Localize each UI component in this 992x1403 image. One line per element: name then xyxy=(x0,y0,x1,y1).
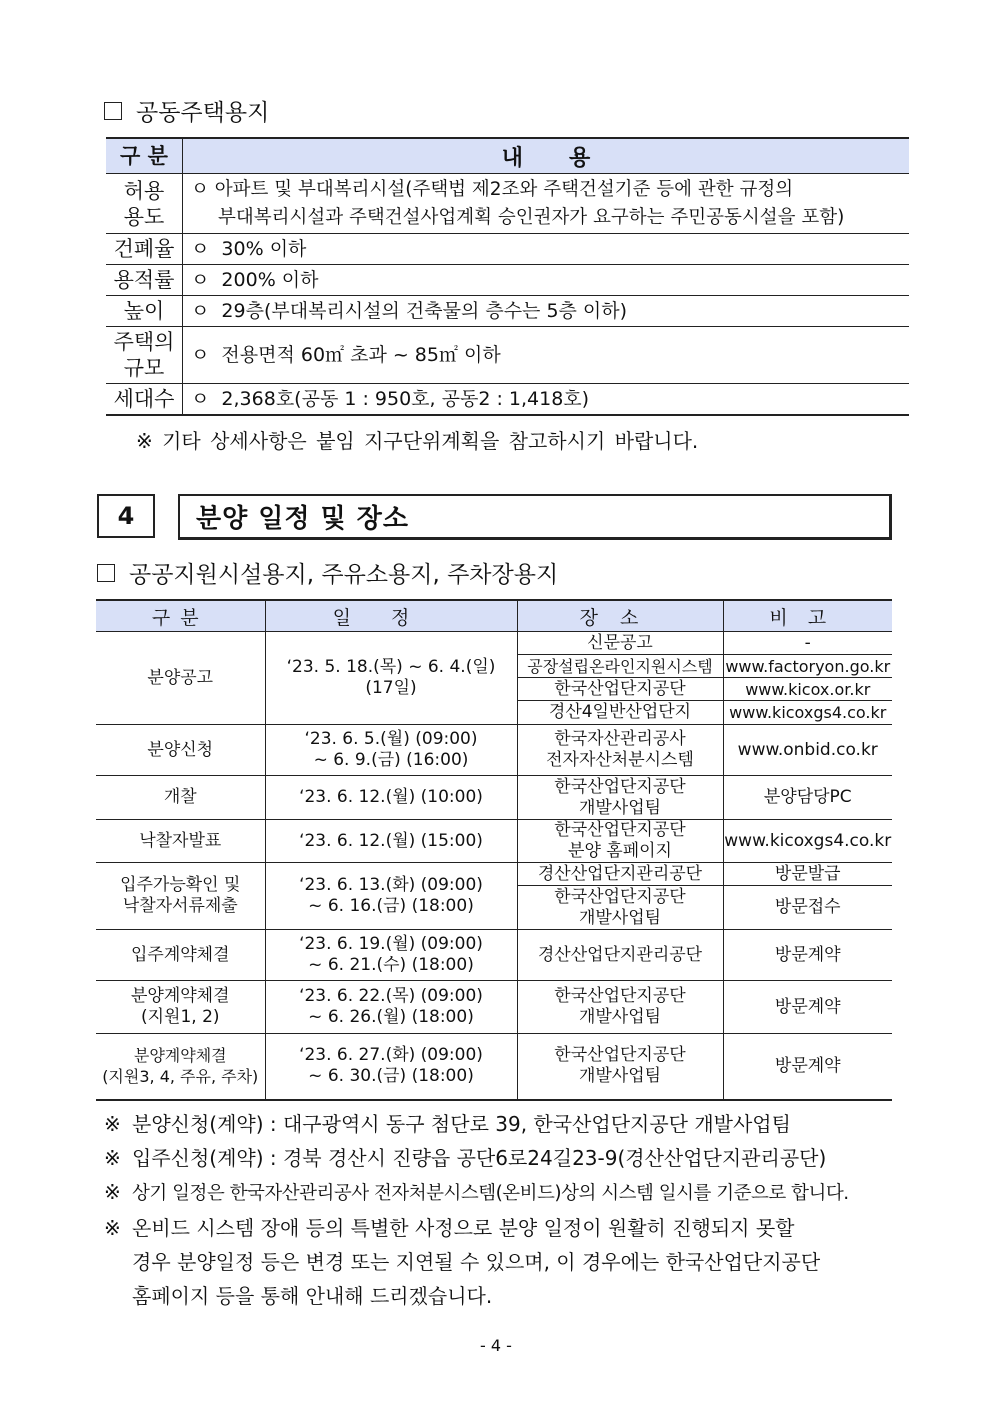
schedule-heading-text: 공공지원시설용지, 주유소용지, 주차장용지 xyxy=(129,562,559,588)
row-label: 높이 xyxy=(106,296,183,327)
item-cell: 입주계약체결 xyxy=(96,930,265,981)
date-cell: ‘23. 6. 12.(월) (15:00) xyxy=(265,820,517,863)
row-content: ㅇ 전용면적 60㎡ 초과 ~ 85㎡ 이하 xyxy=(183,327,910,384)
header-content: 내 용 xyxy=(183,138,910,174)
remark-link[interactable]: www.onbid.co.kr xyxy=(723,725,892,776)
date-line: (17일) xyxy=(365,678,417,698)
item-cell: 개찰 xyxy=(96,776,265,820)
header-category: 구 분 xyxy=(106,138,183,174)
table-row xyxy=(96,981,892,1034)
place-line: 분양 홈페이지 xyxy=(568,841,672,861)
date-cell xyxy=(265,1034,517,1100)
table-row xyxy=(96,632,892,655)
note-marker: ※ xyxy=(104,1216,121,1240)
table-row xyxy=(106,384,909,415)
row-content: ㅇ 200% 이하 xyxy=(183,265,910,296)
place-cell: 한국산업단지공단 xyxy=(517,678,723,701)
note-marker: ※ xyxy=(104,1146,121,1170)
table-row xyxy=(106,327,909,384)
place-line: 한국산업단지공단 xyxy=(554,820,686,840)
remark-cell: 방문계약 xyxy=(723,930,892,981)
table-header-row xyxy=(96,600,892,632)
place-cell: 신문공고 xyxy=(517,632,723,655)
note-text: 입주신청(계약) : 경북 경산시 진량읍 공단6로24길23-9(경산산업단지관리공단) xyxy=(132,1146,827,1170)
item-cell: 분양신청 xyxy=(96,725,265,776)
content-line: 부대복리시설과 주택건설사업계획 승인권자가 요구하는 주민공동시설을 포함) xyxy=(218,206,845,228)
item-cell xyxy=(96,981,265,1034)
page-number: - 4 - xyxy=(480,1336,512,1355)
table-row xyxy=(106,174,909,234)
table-row xyxy=(96,863,892,886)
item-line: (지원1, 2) xyxy=(140,1007,220,1027)
place-line: 개발사업팀 xyxy=(578,1066,662,1087)
date-line: ‘23. 6. 13.(화) (09:00) xyxy=(299,875,483,895)
section-title: 분양 일정 및 장소 xyxy=(178,494,892,540)
item-cell: 낙찰자발표 xyxy=(96,820,265,863)
table-header-row xyxy=(106,138,909,174)
note-marker: ※ xyxy=(104,1180,121,1204)
row-label: 용적률 xyxy=(106,265,183,296)
note-marker: ※ xyxy=(104,1112,121,1136)
item-cell xyxy=(96,1034,265,1100)
place-cell xyxy=(517,886,723,930)
remark-link[interactable]: www.factoryon.go.kr xyxy=(723,655,892,678)
note-line xyxy=(104,1107,849,1141)
item-cell: 분양공고 xyxy=(96,632,265,725)
place-cell xyxy=(517,1034,723,1100)
header-schedule: 일정 xyxy=(265,600,517,632)
note-text: 분양신청(계약) : 대구광역시 동구 첨단로 39, 한국산업단지공단 개발사업팀 xyxy=(132,1112,791,1136)
place-cell: 경산산업단지관리공단 xyxy=(517,863,723,886)
table-row xyxy=(96,820,892,863)
note-text: 온비드 시스템 장애 등의 특별한 사정으로 분양 일정이 원활히 진행되지 못할 xyxy=(132,1216,795,1240)
row-label: 건폐율 xyxy=(106,234,183,265)
checkbox-icon xyxy=(97,564,115,582)
content-line: ㅇ 아파트 및 부대복리시설(주택법 제2조와 주택건설기준 등에 관한 규정의 xyxy=(191,178,794,200)
item-cell xyxy=(96,863,265,930)
table-row xyxy=(106,265,909,296)
row-content xyxy=(183,174,910,234)
row-content: ㅇ 30% 이하 xyxy=(183,234,910,265)
item-line: 분양계약체결 xyxy=(130,986,230,1006)
place-cell: 공장설립온라인지원시스템 xyxy=(517,655,723,678)
date-cell xyxy=(265,930,517,981)
item-line: (지원3, 4, 주유, 주차) xyxy=(102,1067,259,1087)
remark-cell: 방문접수 xyxy=(723,886,892,930)
date-line: ‘23. 6. 22.(목) (09:00) xyxy=(299,986,483,1006)
date-cell xyxy=(265,863,517,930)
date-line: ~ 6. 9.(금) (16:00) xyxy=(313,750,469,770)
place-line: 한국자산관리공사 xyxy=(554,729,686,749)
remark-cell: 방문발급 xyxy=(723,863,892,886)
place-line: 한국산업단지공단 xyxy=(554,886,686,907)
remark-link[interactable]: www.kicox.or.kr xyxy=(723,678,892,701)
schedule-heading xyxy=(97,556,558,589)
housing-heading xyxy=(104,94,269,127)
checkbox-icon xyxy=(104,102,122,120)
place-line: 한국산업단지공단 xyxy=(554,1045,686,1066)
remark-link[interactable]: www.kicoxgs4.co.kr xyxy=(723,701,892,725)
housing-note: ※ 기타 상세사항은 붙임 지구단위계획을 참고하시기 바랍니다. xyxy=(136,429,699,453)
header-place: 장소 xyxy=(517,600,723,632)
remark-cell: 방문계약 xyxy=(723,981,892,1034)
notes-block xyxy=(104,1107,849,1313)
place-line: 개발사업팀 xyxy=(578,797,662,818)
date-cell xyxy=(265,632,517,725)
item-line: 분양계약체결 xyxy=(133,1046,227,1066)
remark-link[interactable]: www.kicoxgs4.co.kr xyxy=(723,820,892,863)
date-cell xyxy=(265,725,517,776)
place-cell: 경산4일반산업단지 xyxy=(517,701,723,725)
place-line: 한국산업단지공단 xyxy=(554,986,686,1006)
place-line: 개발사업팀 xyxy=(578,907,662,928)
date-line: ~ 6. 30.(금) (18:00) xyxy=(308,1066,474,1087)
date-line: ~ 6. 26.(월) (18:00) xyxy=(308,1007,474,1027)
place-line: 한국산업단지공단 xyxy=(554,776,686,797)
date-line: ‘23. 6. 5.(월) (09:00) xyxy=(304,729,478,749)
place-cell xyxy=(517,981,723,1034)
header-remark: 비고 xyxy=(723,600,892,632)
housing-heading-text: 공동주택용지 xyxy=(136,100,270,126)
table-row xyxy=(96,776,892,820)
place-cell xyxy=(517,820,723,863)
date-cell: ‘23. 6. 12.(월) (10:00) xyxy=(265,776,517,820)
label-line: 규모 xyxy=(123,356,165,380)
place-line: 전자자산처분시스템 xyxy=(546,750,694,770)
row-label: 세대수 xyxy=(106,384,183,415)
date-line: ‘23. 5. 18.(목) ~ 6. 4.(일) xyxy=(286,657,496,677)
row-label xyxy=(106,327,183,384)
note-line xyxy=(104,1211,849,1245)
label-line: 주택의 xyxy=(113,330,175,354)
note-text: 상기 일정은 한국자산관리공사 전자처분시스템(온비드)상의 시스템 일시를 기준으로 합니다. xyxy=(132,1183,849,1204)
item-line: 낙찰자서류제출 xyxy=(122,896,238,916)
section-number: 4 xyxy=(97,494,155,538)
date-line: ‘23. 6. 27.(화) (09:00) xyxy=(299,1045,483,1066)
label-line: 용도 xyxy=(123,204,165,229)
housing-table xyxy=(106,137,909,416)
schedule-table xyxy=(96,599,892,1101)
date-line: ~ 6. 16.(금) (18:00) xyxy=(308,896,474,916)
date-cell xyxy=(265,981,517,1034)
remark-cell: 방문계약 xyxy=(723,1034,892,1100)
remark-cell: 분양담당PC xyxy=(723,776,892,820)
place-line: 개발사업팀 xyxy=(578,1007,662,1027)
remark-cell: - xyxy=(723,632,892,655)
row-content: ㅇ 29층(부대복리시설의 건축물의 층수는 5층 이하) xyxy=(183,296,910,327)
table-row xyxy=(96,930,892,981)
note-continuation: 홈페이지 등을 통해 안내해 드리겠습니다. xyxy=(132,1284,493,1308)
row-label xyxy=(106,174,183,234)
label-line: 허용 xyxy=(123,178,165,203)
note-line xyxy=(104,1141,849,1175)
table-row xyxy=(106,234,909,265)
row-content: ㅇ 2,368호(공동 1 : 950호, 공동2 : 1,418호) xyxy=(183,384,910,415)
note-line xyxy=(104,1175,849,1211)
table-row xyxy=(106,296,909,327)
date-line: ~ 6. 21.(수) (18:00) xyxy=(308,955,474,975)
note-continuation: 경우 분양일정 등은 변경 또는 지연될 수 있으며, 이 경우에는 한국산업단지공단 xyxy=(132,1250,821,1274)
item-line: 입주가능확인 및 xyxy=(120,875,241,895)
table-row xyxy=(96,1034,892,1100)
place-cell xyxy=(517,725,723,776)
header-category: 구분 xyxy=(96,600,265,632)
place-cell xyxy=(517,776,723,820)
table-row xyxy=(96,725,892,776)
date-line: ‘23. 6. 19.(월) (09:00) xyxy=(299,934,483,954)
place-cell: 경산산업단지관리공단 xyxy=(517,930,723,981)
